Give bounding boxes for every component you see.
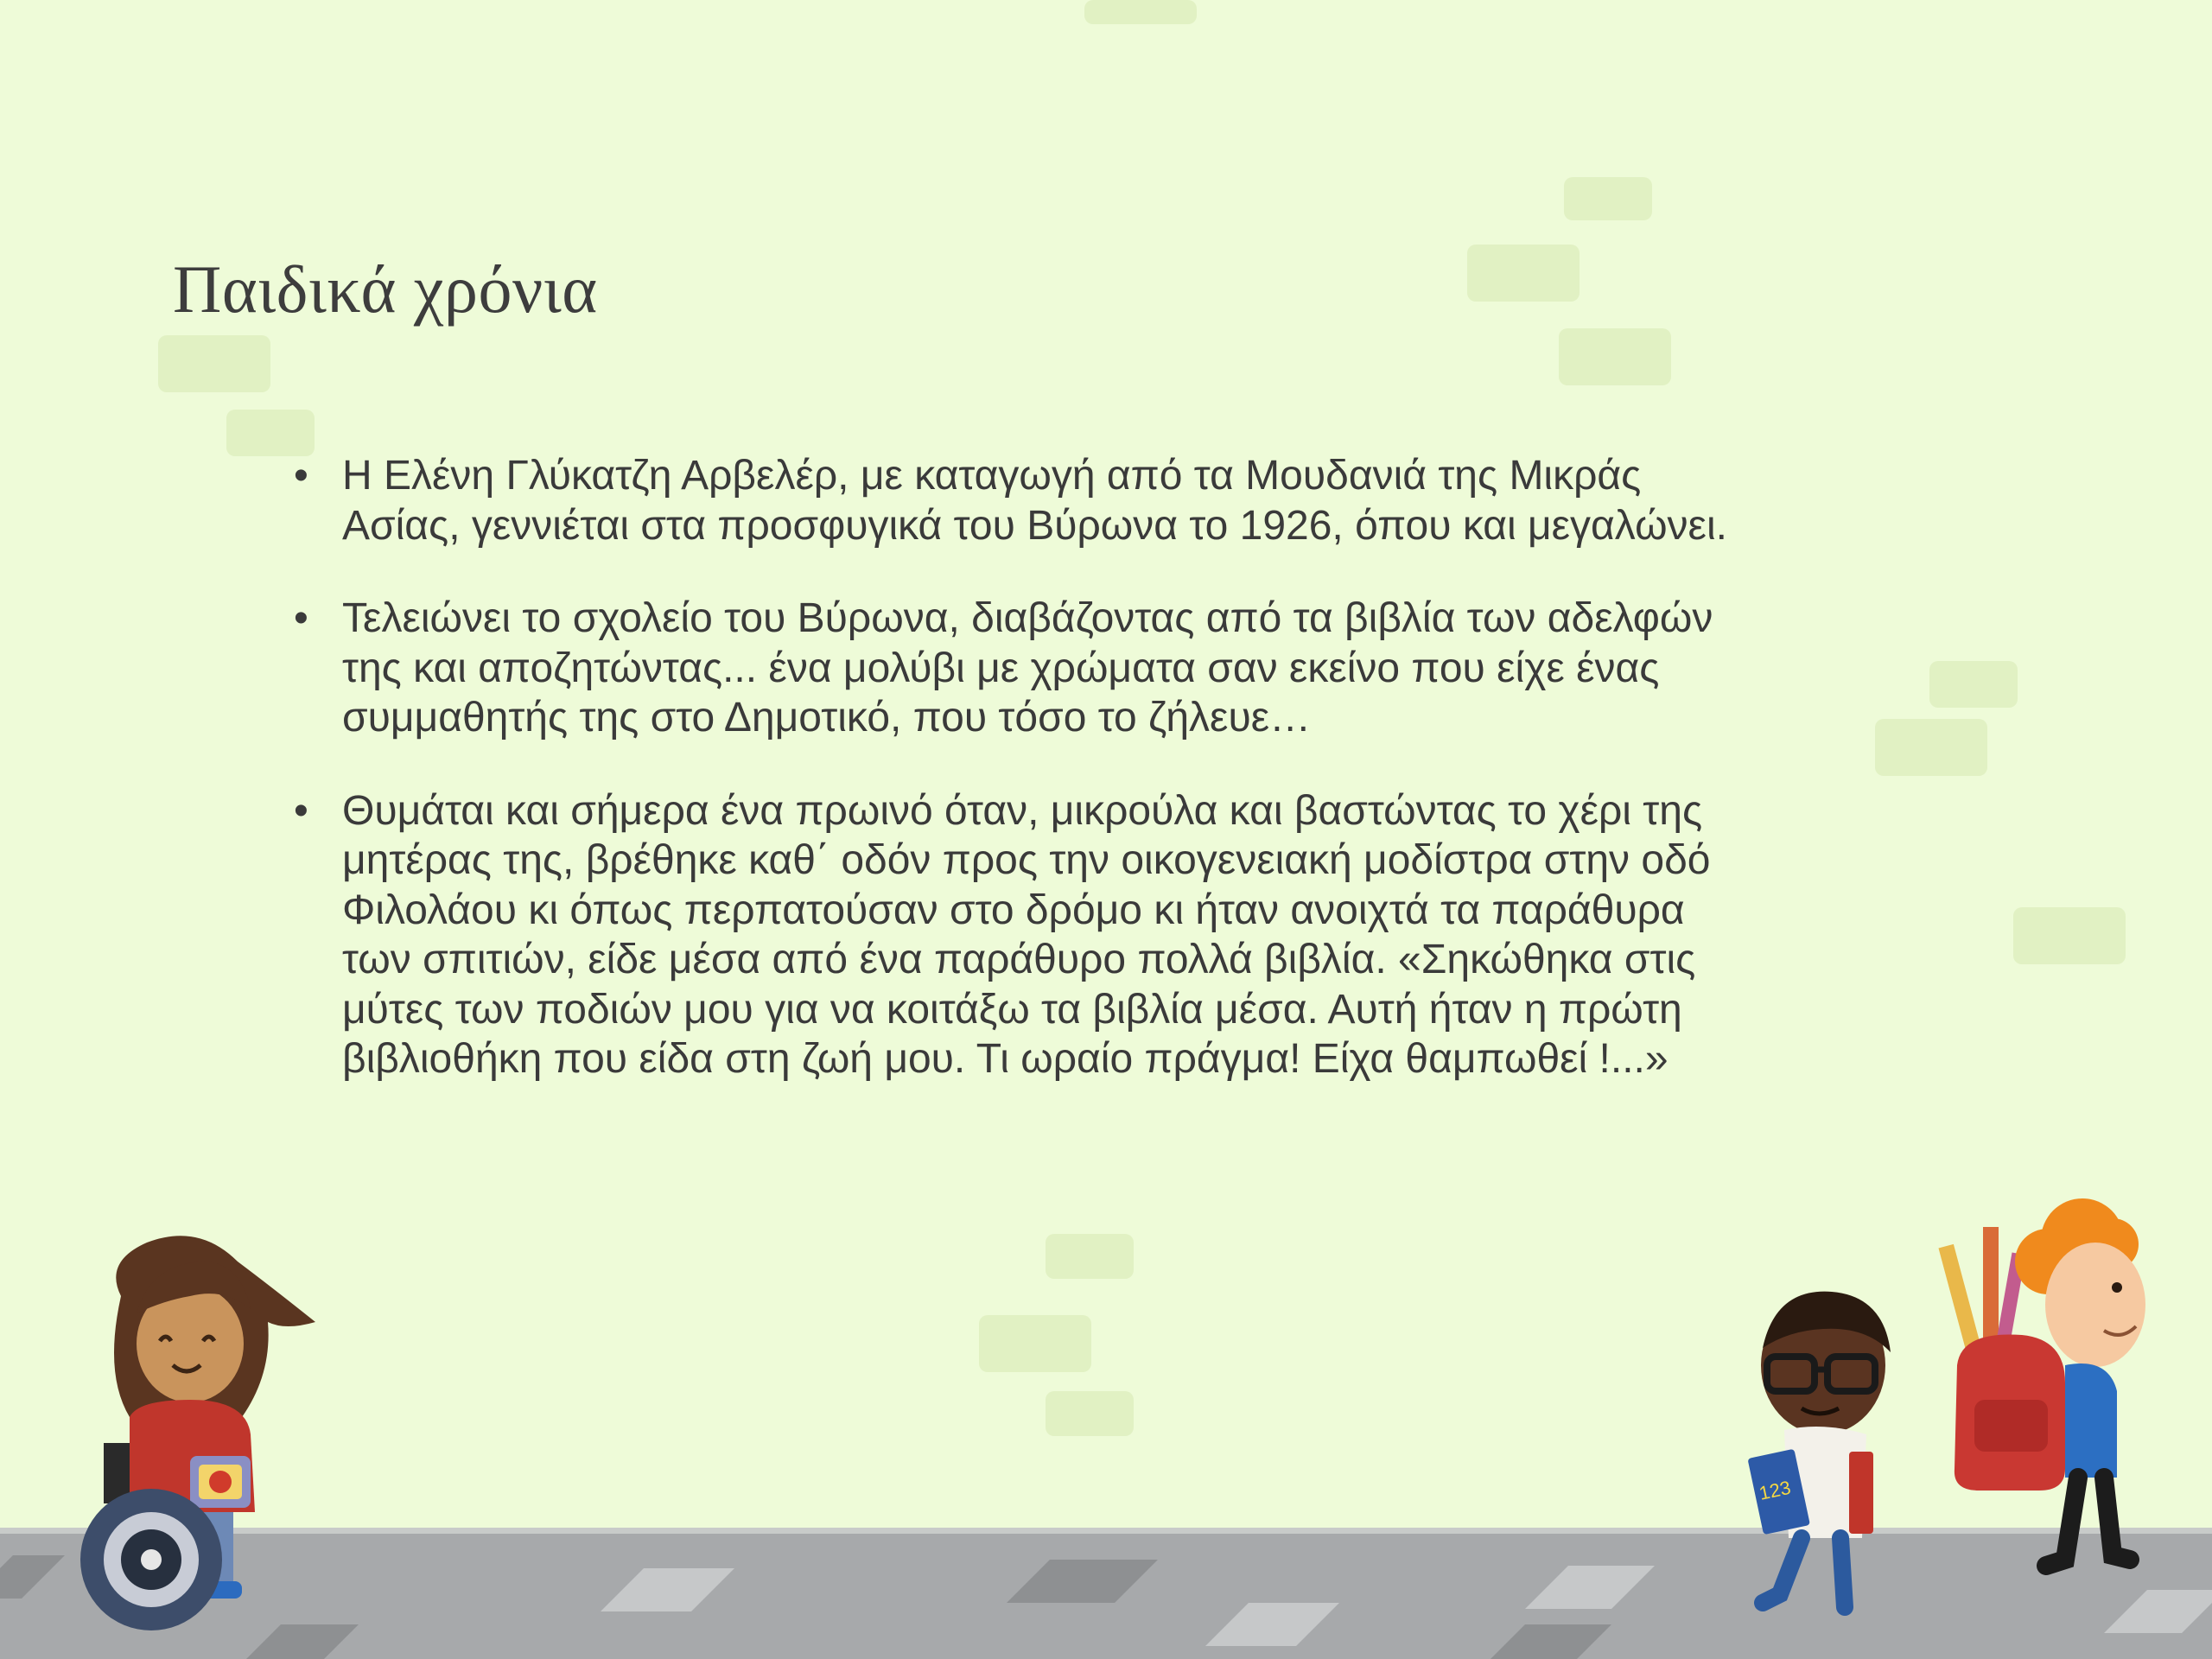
bullet-marker: • (294, 787, 308, 834)
bullet-text-line: μητέρας της, βρέθηκε καθ΄ οδόν προς την οικογενειακή μοδίστρα στην οδό (342, 837, 1711, 883)
bullet-marker: • (294, 595, 308, 641)
background-block (1046, 1391, 1134, 1436)
background-block (979, 1315, 1091, 1372)
slide-title: Παιδικά χρόνια (173, 251, 598, 327)
bullet-marker: • (294, 453, 308, 499)
background-block (1559, 328, 1671, 385)
background-block (1467, 245, 1580, 302)
bullet-text-line: συμμαθητής της στο Δημοτικό, που τόσο το ζήλευε… (342, 695, 1312, 741)
bullet-item (285, 451, 1979, 550)
bullet-text-line: Θυμάται και σήμερα ένα πρωινό όταν, μικρούλα και βαστώντας το χέρι της (342, 787, 1703, 834)
girl-in-wheelchair-icon (69, 1227, 328, 1642)
bullet-text-line: Τελειώνει το σχολείο του Βύρωνα, διαβάζοντας από τα βιβλία των αδελφών (342, 595, 1713, 641)
bullet-text-line: Ασίας, γεννιέται στα προσφυγικά του Βύρωνα το 1926, όπου και μεγαλώνει. (342, 502, 1727, 549)
background-block (2013, 907, 2126, 964)
bullet-text-line: Φιλολάου κι όπως περπατούσαν στο δρόμο κι ήταν ανοιχτά τα παράθυρα (342, 887, 1685, 933)
bullet-item (285, 786, 1979, 1084)
background-block (1084, 0, 1197, 24)
background-block (158, 335, 270, 392)
background-block (1564, 177, 1652, 220)
bullet-text-line: μύτες των ποδιών μου για να κοιτάξω τα βιβλία μέσα. Αυτή ήταν η πρώτη (342, 986, 1682, 1033)
bullet-text-line: των σπιτιών, είδε μέσα από ένα παράθυρο πολλά βιβλία. «Σηκώθηκα στις (342, 937, 1696, 982)
background-block (226, 410, 315, 456)
book-label: 123 (1757, 1476, 1793, 1504)
bullet-list (285, 451, 1979, 1128)
bullet-item (285, 594, 1979, 743)
bullet-text-line: της και αποζητώντας... ένα μολύβι με χρώματα σαν εκείνο που είχε ένας (342, 645, 1660, 691)
bullet-text-line: Η Ελένη Γλύκατζη Αρβελέρ, με καταγωγή από τα Μουδανιά της Μικράς (342, 453, 1642, 499)
bullet-text-line: βιβλιοθήκη που είδα στη ζωή μου. Τι ωραίο πράγμα! Είχα θαμπωθεί !...» (342, 1036, 1669, 1082)
boy-with-glasses-icon (1737, 1279, 1910, 1624)
background-block (1046, 1234, 1134, 1279)
boy-with-backpack-icon (1936, 1192, 2177, 1607)
